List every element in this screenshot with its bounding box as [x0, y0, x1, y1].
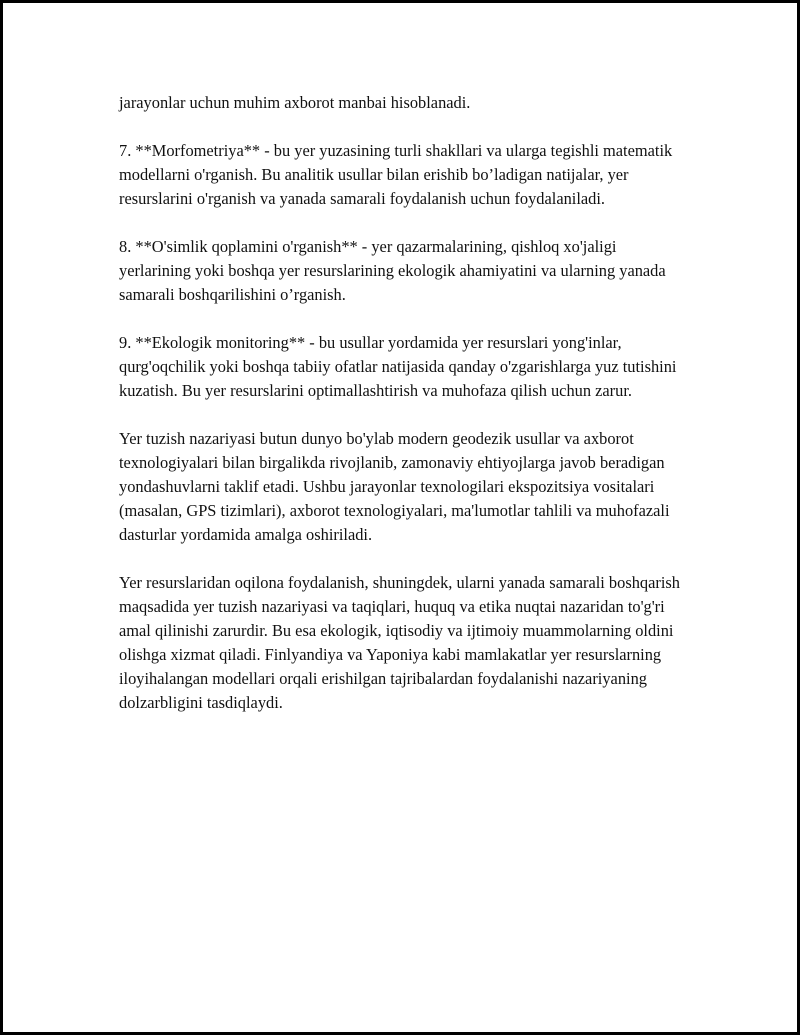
paragraph-ekologik-monitoring: 9. **Ekologik monitoring** - bu usullar yordamida yer resurslari yong'inlar, qurg'oqchilik yoki boshqa tabiiy ofatlar natijasida qanday o'zgarishlarga yuz tutishini kuzatish. Bu yer resurslarini optimallashtirish va muhofaza qilish uchun zarur.	[119, 333, 677, 400]
document-body	[119, 91, 689, 715]
paragraph-osimlik-qoplami: 8. **O'simlik qoplamini o'rganish** - yer qazarmalarining, qishloq xo'jaligi yerlarining yoki boshqa yer resurslarining ekologik ahamiyatini va ularning yanada samarali boshqarilishini o’rganish.	[119, 237, 666, 304]
paragraph-yer-resurslari: Yer resurslaridan oqilona foydalanish, shuningdek, ularni yanada samarali boshqarish maqsadida yer tuzish nazariyasi va taqiqlari, huquq va etika nuqtai nazaridan to'g'ri amal qilinishi zarurdir. Bu esa ekologik, iqtisodiy va ijtimoiy muammolarning oldini olishga xizmat qiladi. Finlyandiya va Yaponiya kabi mamlakatlar yer resurslarning iloyihalangan modellari orqali erishilgan tajribalardan foydalanishi nazariyaning dolzarbligini tasdiqlaydi.	[119, 573, 680, 712]
paragraph-yer-tuzish-nazariyasi: Yer tuzish nazariyasi butun dunyo bo'ylab modern geodezik usullar va axborot texnologiyalari bilan birgalikda rivojlanib, zamonaviy ehtiyojlarga javob beradigan yondashuvlarni taklif etadi. Ushbu jarayonlar texnologilari ekspozitsiya vositalari (masalan, GPS tizimlari), axborot texnologiyalari, ma'lumotlar tahlili va muhofazali dasturlar yordamida amalga oshiriladi.	[119, 429, 670, 544]
paragraph-continuation: jarayonlar uchun muhim axborot manbai hisoblanadi.	[119, 93, 471, 112]
paragraph-morfometriya: 7. **Morfometriya** - bu yer yuzasining turli shakllari va ularga tegishli matematik modellarni o'rganish. Bu analitik usullar bilan erishib bo’ladigan natijalar, yer resurslarini o'rganish va yanada samarali foydalanish uchun foydalaniladi.	[119, 141, 673, 208]
